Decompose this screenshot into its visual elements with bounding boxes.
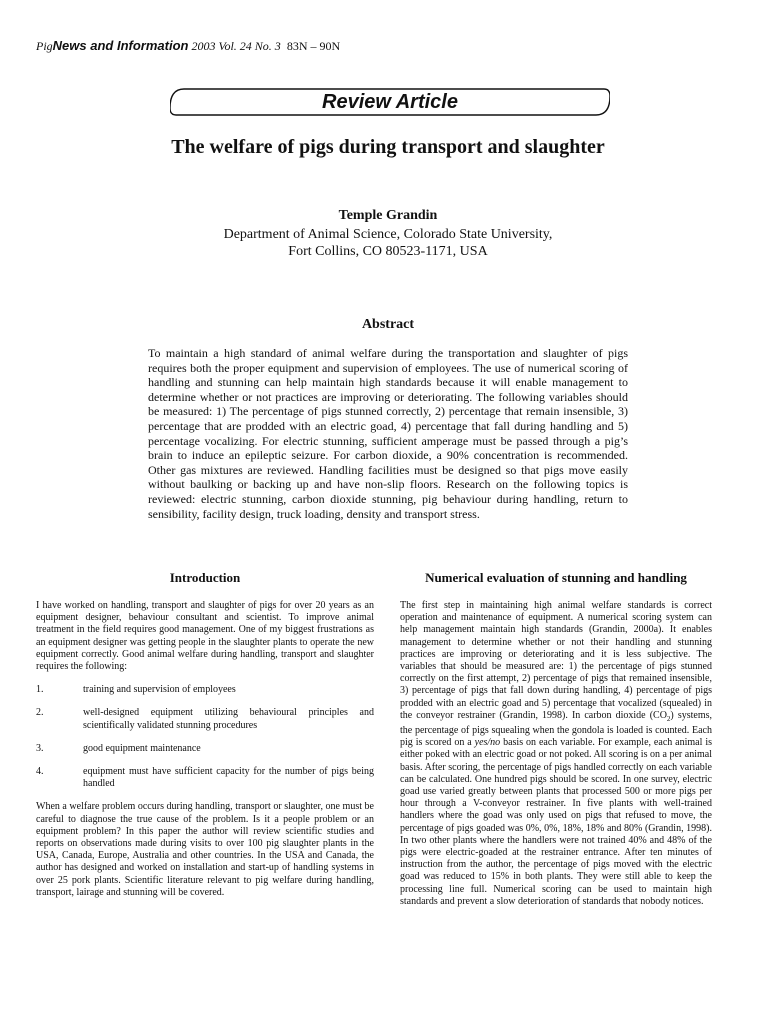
subscript-2: 2 [666, 714, 671, 723]
paragraph-segment: The first step in maintaining high animal welfare standards is correct operation and maintenance of equipment. A numerical scoring system can help management maintain high standards (Grandin, 2000a). It enables management to determine whether or not their handling and stunning practices are improving or deteriorating and it is less subjective. The variables that should be measured are: 1) the percentage of pigs stunned correctly on the first attempt, 2) percentage of pigs that remained insensible, 3) percentage of pigs that fall down during handling, 4) percentage of pigs prodded with an electric goad and 5) percentage that vocalized (squealed) in the conveyor restrainer (Grandin, 1998). In carbon dioxide (CO [400, 600, 712, 721]
list-item-text: well-designed equipment utilizing behavioural principles and scientifically validated stunning procedures [83, 707, 374, 731]
paragraph-segment: basis on each variable. For example, each animal is either poked with an electric goad or not poked. All scoring is on a per animal basis. After scoring, the percentage of pigs handled correctly on each variable can be calculated. One hundred pigs should be scored. In one survey, electric goad use varied greatly between plants that processed 500 or more pigs per hour through a V-conveyor restrainer. In five plants with well-trained handlers where the goad was only used on pigs that refused to move, the percentage of pigs goaded was 0%, 0%, 18%, 18% and 80% (Grandin, 1998). In two other plants where the handlers were not trained 40% and 48% of the pigs were electric-goaded at the restrainer entrance. After ten minutes of instruction from the author, the percentage of pigs moved with the electric goad was reduced to 15% in both plants. They were still able to keep the processing line full. Numerical scoring can be used to maintain high standards and prevent a slow deterioration of standards that nobody notices. [400, 737, 712, 907]
affiliation-line-2: Fort Collins, CO 80523-1171, USA [288, 244, 488, 259]
list-item-number: 3. [36, 742, 44, 754]
requirements-list [36, 684, 374, 790]
journal-citation [36, 38, 340, 54]
list-item-number: 2. [36, 707, 44, 719]
list-item [36, 707, 374, 731]
list-item-text: good equipment maintenance [83, 742, 201, 754]
list-item-text: training and supervision of employees [83, 684, 236, 696]
numerical-evaluation-heading: Numerical evaluation of stunning and handling [425, 570, 687, 585]
list-item-text: equipment must have sufficient capacity for the number of pigs being handled [83, 766, 374, 790]
abstract-text: To maintain a high standard of animal welfare during the transportation and slaughter of pigs requires both the proper equipment and supervision of employees. The use of numerical scoring of handling and stunning can help maintain high standards because it will enable management to determine whether or not practices are improving or deteriorating. The following variables should be measured: 1) The percentage of pigs stunned correctly, 2) percentage that remain insensible, 3) percentage that are prodded with an electric goad, 4) percentage that fall during handling and 5) percentage vocalizing. For electric stunning, sufficient amperage must be passed through a pig’s brain to induce an epileptic seizure. For carbon dioxide, a 90% concentration is recommended. Other gas mixtures are reviewed. Handling facilities must be designed so that pigs move easily without baulking or backing up and have non-slip floors. Research on the following topics is reviewed: electric stunning, carbon dioxide stunning, pig behaviour during handling, return to sensibility, facility design, truck loading, density and transport stress. [148, 346, 628, 521]
italic-yes-no: yes/no [474, 737, 501, 749]
list-item-number: 4. [36, 766, 44, 778]
author-affiliation [0, 226, 768, 260]
introduction-paragraph-1: I have worked on handling, transport and slaughter of pigs for over 20 years as an equipment designer, behaviour consultant and scientist. To improve animal treatment in the field requires good management. One of my biggest frustrations as an equipment designer was getting people in the slaughter plants to operate the new equipment correctly. Good animal welfare during handling, transport and slaughter requires the following: [36, 600, 374, 673]
journal-name: News and Information [52, 38, 189, 53]
list-item [36, 766, 374, 790]
journal-pages: 83N – 90N [286, 39, 341, 53]
list-item [36, 684, 374, 696]
article-title: The welfare of pigs during transport and slaughter [171, 136, 605, 158]
introduction-paragraph-2: When a welfare problem occurs during handling, transport or slaughter, one must be careful to diagnose the true cause of the problem. Is it a people problem or an equipment problem? In this paper the author will review scientific studies and reports on observations made during visits to over 100 pig slaughter plants in the USA, Canada, Europe, Australia and other countries. In the USA and Canada, the author has designed and worked on installation and start-up of handling systems in over 25 pork plants. Scientific literature relevant to pig welfare during handling, transport, lairage and stunning will be covered. [36, 801, 374, 898]
journal-volume: 2003 Vol. 24 No. 3 [191, 39, 281, 53]
introduction-column [36, 570, 374, 899]
author-name: Temple Grandin [338, 208, 438, 223]
review-article-banner [170, 88, 610, 116]
numerical-evaluation-paragraph [400, 600, 712, 908]
journal-prefix: Pig [36, 39, 53, 53]
list-item-number: 1. [36, 684, 44, 696]
numerical-evaluation-column [400, 570, 712, 908]
abstract-heading: Abstract [361, 317, 415, 332]
list-item [36, 743, 374, 755]
affiliation-line-1: Department of Animal Science, Colorado State University, [223, 227, 553, 242]
introduction-heading: Introduction [169, 570, 241, 585]
banner-label: Review Article [322, 91, 458, 113]
paragraph-segment: ) systems, the percentage of pigs squealing when the gondola is loaded is counted. Each pig is scored on a [400, 709, 712, 749]
